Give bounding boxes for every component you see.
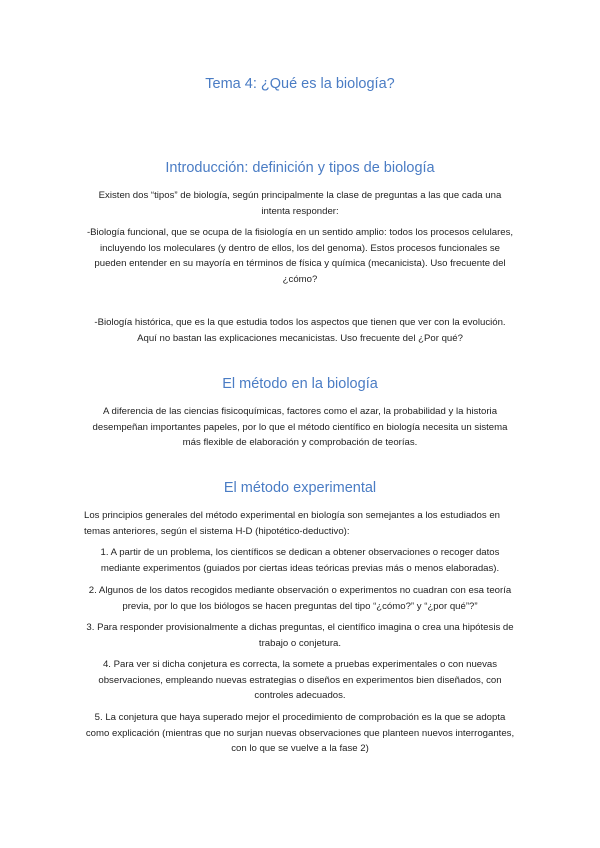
paragraph-metodo-biologia: A diferencia de las ciencias fisicoquímicas, factores como el azar, la probabilidad y la historia desempeñan importantes papeles, por lo que el método científico en biología necesita un sistema más flexible de elaboración y comprobación de teorías. <box>92 406 508 449</box>
paragraph-tipos-intro: Existen dos “tipos” de biología, según principalmente la clase de preguntas a las que cada una intenta responder: <box>98 190 502 217</box>
list-item-step-4: 4. Para ver si dicha conjetura es correcta, la somete a pruebas experimentales o con nuevas observaciones, empleando nuevas estrategias o diseños en experimentos bien diseñados, con controles adecuados. <box>98 659 502 702</box>
list-item-step-3: 3. Para responder provisionalmente a dichas preguntas, el científico imagina o crea una hipótesis de trabajo o conjetura. <box>86 622 514 649</box>
list-item-step-1: 1. A partir de un problema, los científicos se dedican a obtener observaciones o recoger datos mediante experimentos (guiados por ciertas ideas teóricas previas más o menos elaboradas). <box>100 547 500 574</box>
paragraph-metodo-experimental-intro: Los principios generales del método experimental en biología son semejantes a los estudiados en temas anteriores, según el sistema H-D (hipotético-deductivo): <box>84 510 500 537</box>
paragraph-biologia-historica: -Biología histórica, que es la que estudia todos los aspectos que tienen que ver con la evolución. Aquí no bastan las explicaciones mecanicistas. Uso frecuente del ¿Por qué? <box>94 317 506 344</box>
paragraph-biologia-funcional: -Biología funcional, que se ocupa de la fisiología en un sentido amplio: todos los procesos celulares, incluyendo los moleculares (y dentro de ellos, los del genoma). Estos procesos funcionales se pueden entender en su mayoría en términos de física y química (mecanicista). Uso frecuente del ¿cómo? <box>86 227 514 285</box>
section-heading-metodo-experimental: El método experimental <box>223 480 377 496</box>
document-title: Tema 4: ¿Qué es la biología? <box>205 76 395 92</box>
list-item-step-5: 5. La conjetura que haya superado mejor el procedimiento de comprobación es la que se adopta como explicación (mientras que no surjan nuevas observaciones que planteen nuevos interrogantes, con lo que se vuelve a la fase 2) <box>85 712 515 755</box>
list-item-step-2: 2. Algunos de los datos recogidos mediante observación o experimentos no cuadran con esa teoría previa, por lo que los biólogos se hacen preguntas del tipo “¿cómo?” y “¿por qué”?” <box>88 585 512 612</box>
section-heading-metodo-biologia: El método en la biología <box>222 376 378 392</box>
section-heading-introduccion: Introducción: definición y tipos de biología <box>165 160 435 176</box>
